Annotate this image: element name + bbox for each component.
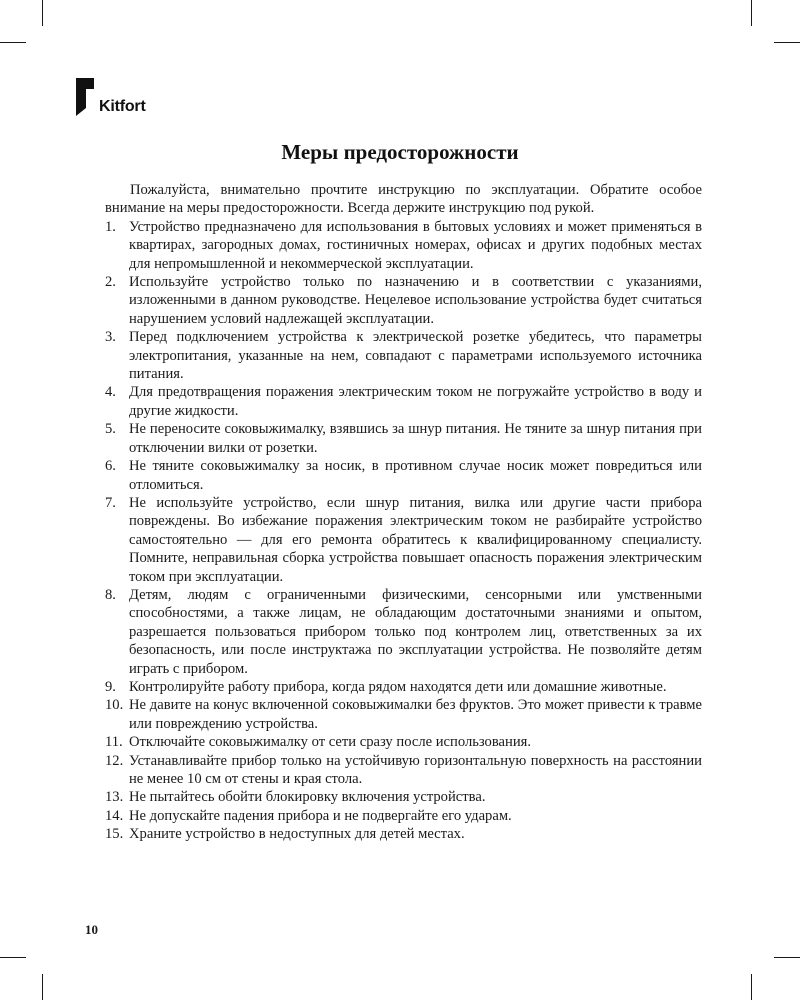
crop-mark xyxy=(774,42,800,43)
list-item xyxy=(105,696,702,733)
list-item xyxy=(105,273,702,328)
item-text: Устанавливайте прибор только на устойчивую горизонтальную поверхность на расстоянии не менее 10 см от стены и края стола. xyxy=(129,752,702,787)
item-text: Отключайте соковыжималку от сети сразу после использования. xyxy=(129,734,532,751)
brand-logo xyxy=(76,78,146,116)
item-number: 12. xyxy=(105,752,124,769)
item-text: Не используйте устройство, если шнур питания, вилка или другие части прибора повреждены. Во избежание поражения электрическим током не разбирайте устройство самостоятельно — для его ремонта обратитесь к квалифицированному специалисту. Помните, неправильная сборка устройства повышает опасность поражения электрическим током при эксплуатации. xyxy=(129,494,702,585)
item-number: 11. xyxy=(105,734,123,751)
crop-mark xyxy=(0,957,26,958)
list-item xyxy=(105,218,702,273)
item-text: Для предотвращения поражения электрическим током не погружайте устройство в воду и другие жидкости. xyxy=(129,384,702,419)
item-number: 9. xyxy=(105,678,116,695)
item-number: 4. xyxy=(105,384,116,401)
list-item xyxy=(105,807,702,825)
item-text: Храните устройство в недоступных для детей местах. xyxy=(129,826,465,843)
crop-mark xyxy=(751,974,752,1000)
list-item xyxy=(105,788,702,806)
kitfort-logo-icon xyxy=(76,78,98,116)
list-item xyxy=(105,825,702,843)
crop-mark xyxy=(0,42,26,43)
item-text: Детям, людям с ограниченными физическими, сенсорными или умственными способностями, а также лицам, не обладающим достаточными знаниями и опытом, разрешается пользоваться прибором только под контролем лиц, ответственных за их безопасность, или после инструктажа по эксплуатации устройства. Не позволяйте детям играть с прибором. xyxy=(129,586,702,677)
item-text: Перед подключением устройства к электрической розетке убедитесь, что параметры электропитания, указанные на нем, совпадают с параметрами используемого источника питания. xyxy=(129,329,702,383)
item-number: 15. xyxy=(105,826,124,843)
list-item xyxy=(105,383,702,420)
item-number: 2. xyxy=(105,274,116,291)
page-number: 10 xyxy=(85,922,98,937)
list-item xyxy=(105,733,702,751)
list-item xyxy=(105,420,702,457)
item-text: Используйте устройство только по назначению и в соответствии с указаниями, изложенными в данном руководстве. Нецелевое использование устройства будет считаться нарушением условий надлежащей эксплуатации. xyxy=(129,274,702,327)
brand-name: Kitfort xyxy=(99,98,146,115)
item-text: Не допускайте падения прибора и не подвергайте его ударам. xyxy=(129,807,512,824)
item-text: Контролируйте работу прибора, когда рядом находятся дети или домашние животные. xyxy=(129,678,667,695)
crop-mark xyxy=(774,957,800,958)
list-item xyxy=(105,457,702,494)
item-number: 14. xyxy=(105,807,124,824)
list-item xyxy=(105,678,702,696)
list-item xyxy=(105,494,702,586)
precautions-list xyxy=(105,218,702,844)
item-number: 1. xyxy=(105,218,116,235)
item-number: 8. xyxy=(105,586,116,603)
item-number: 3. xyxy=(105,329,116,346)
crop-mark xyxy=(42,0,43,26)
list-item xyxy=(105,586,702,678)
item-number: 5. xyxy=(105,421,116,438)
crop-mark xyxy=(751,0,752,26)
item-number: 13. xyxy=(105,789,124,806)
item-number: 7. xyxy=(105,494,116,511)
list-item xyxy=(105,752,702,789)
crop-mark xyxy=(42,974,43,1000)
item-text: Не пытайтесь обойти блокировку включения устройства. xyxy=(129,789,486,806)
list-item xyxy=(105,328,702,383)
safety-content xyxy=(105,181,702,844)
page-title: Меры предосторожности xyxy=(281,140,519,164)
item-text: Не переносите соковыжималку, взявшись за шнур питания. Не тяните за шнур питания при отключении вилки от розетки. xyxy=(129,421,702,456)
item-text: Не давите на конус включенной соковыжималки без фруктов. Это может привести к травме или повреждению устройства. xyxy=(129,697,702,732)
intro-paragraph: Пожалуйста, внимательно прочтите инструкцию по эксплуатации. Обратите особое внимание на меры предосторожности. Всегда держите инструкцию под рукой. xyxy=(105,182,702,217)
item-text: Не тяните соковыжималку за носик, в противном случае носик может повредиться или отломиться. xyxy=(129,458,702,493)
item-number: 10. xyxy=(105,697,124,714)
item-number: 6. xyxy=(105,458,116,475)
item-text: Устройство предназначено для использования в бытовых условиях и может применяться в квартирах, загородных домах, гостиничных номерах, офисах и других подобных местах для непромышленной и некоммерческой эксплуатации. xyxy=(129,218,702,272)
